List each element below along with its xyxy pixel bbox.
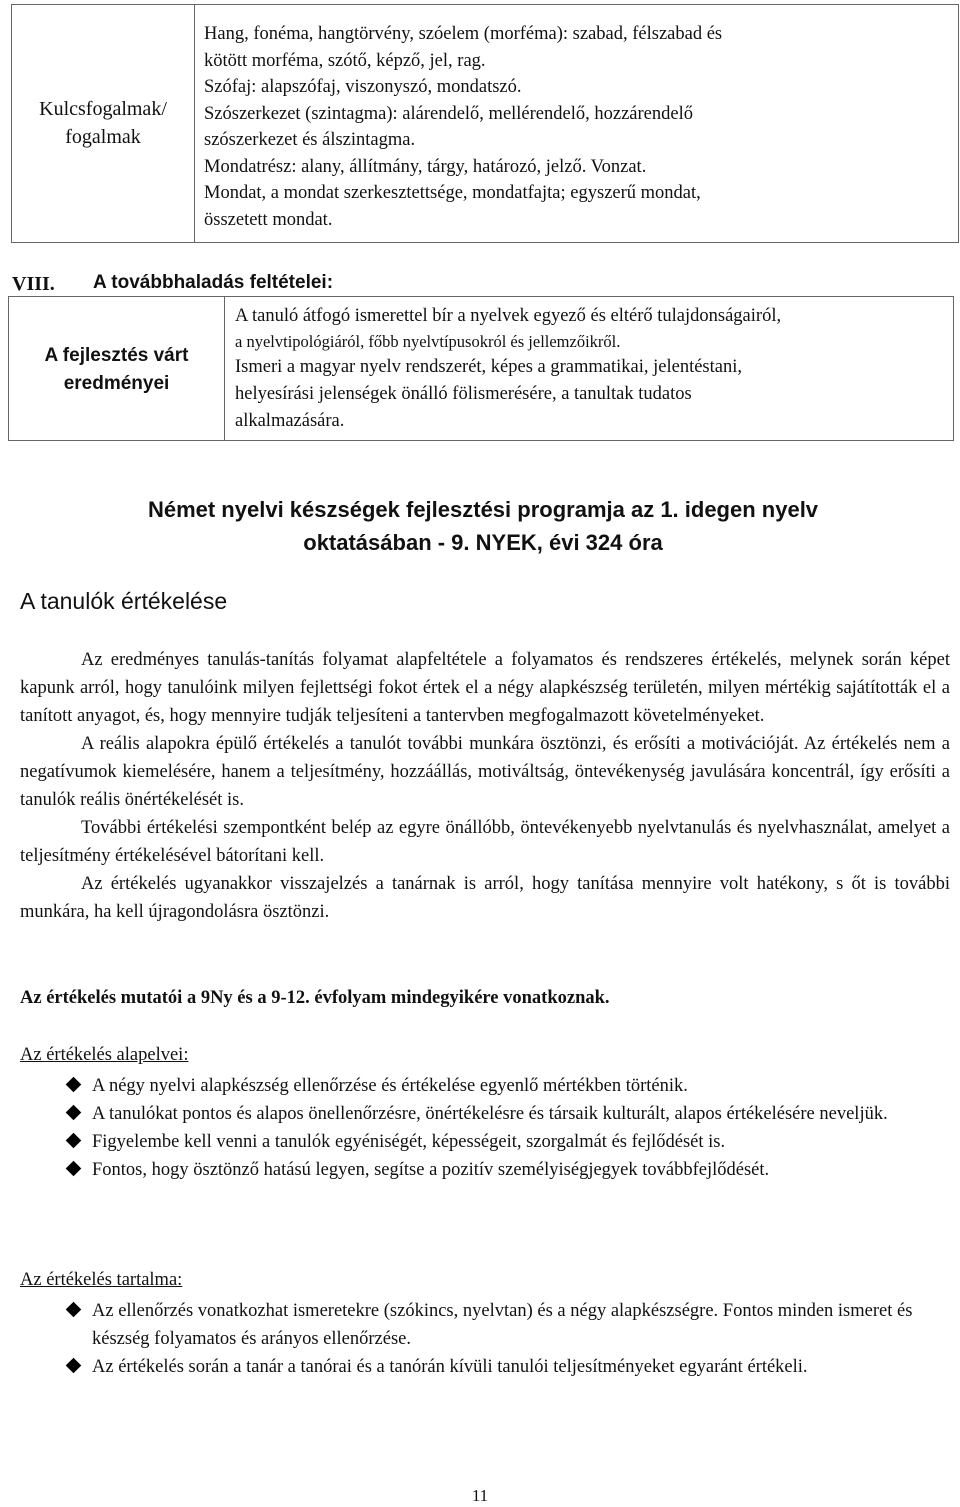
- section-number: VIII.: [12, 273, 55, 295]
- content-line: Mondat, a mondat szerkesztettsége, mondatfajta; egyszerű mondat,: [204, 183, 701, 203]
- content-line: Szófaj: alapszófaj, viszonyszó, mondatszó.: [204, 77, 522, 97]
- label-line: fogalmak: [65, 126, 141, 148]
- content-list: [20, 1297, 920, 1381]
- diamond-bullet-icon: [66, 1358, 82, 1374]
- diamond-bullet-icon: [66, 1133, 82, 1149]
- diamond-bullet-icon: [66, 1302, 82, 1318]
- table-divider: [224, 297, 225, 440]
- program-title-line: Német nyelvi készségek fejlesztési programja az 1. idegen nyelv: [147, 497, 819, 522]
- paragraph: További értékelési szempontként belép az egyre önállóbb, öntevékenyebb nyelvtanulás és nyelvhasználat, amelyet a teljesítmény értékelésével bátorítani kell.: [20, 818, 950, 866]
- content-line: Ismeri a magyar nyelv rendszerét, képes a grammatikai, jelentéstani,: [235, 357, 742, 377]
- list-item: [20, 1156, 920, 1184]
- content-line: helyesírási jelenségek önálló fölismerésére, a tanultak tudatos: [235, 384, 692, 404]
- page-number: 11: [471, 1486, 489, 1505]
- table-divider: [194, 5, 195, 242]
- content-line: a nyelvtipológiáról, főbb nyelvtípusokról és jellemzőikről.: [235, 332, 621, 351]
- label-line: eredményei: [63, 373, 170, 394]
- content-line: A tanuló átfogó ismerettel bír a nyelvek egyező és eltérő tulajdonságairól,: [235, 306, 782, 326]
- content-line: kötött morféma, szótő, képző, jel, rag.: [204, 50, 486, 71]
- label-line: A fejlesztés várt: [44, 345, 189, 366]
- paragraph: A reális alapokra épülő értékelés a tanulót további munkára ösztönzi, és erősíti a motivációját. Az értékelés nem a negatívumok kiemelésére, hanem a teljesítmény, hozzáállás, motiváltság, öntevékenység javulására koncentrál, így erősíti a tanulók reális önértékelését is.: [20, 734, 950, 810]
- list-item: [20, 1072, 920, 1100]
- key-concepts-table: [11, 4, 959, 243]
- principles-list: [20, 1072, 920, 1184]
- content-line: Hang, fonéma, hangtörvény, szóelem (morféma): szabad, félszabad és: [204, 24, 723, 44]
- diamond-bullet-icon: [66, 1161, 82, 1177]
- diamond-bullet-icon: [66, 1077, 82, 1093]
- list-item: [20, 1128, 920, 1156]
- evaluation-paragraphs: [20, 646, 950, 926]
- content-line: alkalmazására.: [235, 411, 345, 431]
- list-item-text: A tanulókat pontos és alapos önellenőrzésre, önértékelésre és társaik kulturált, alapos értékelésére neveljük.: [92, 1104, 888, 1124]
- label-line: Kulcsfogalmak/: [39, 98, 167, 120]
- outcomes-label: [9, 342, 224, 398]
- list-item-text: Fontos, hogy ösztönző hatású legyen, segítse a pozitív személyiségjegyek továbbfejlődését.: [92, 1160, 770, 1180]
- list-item: [20, 1100, 920, 1128]
- content-line: szószerkezet és álszintagma.: [204, 130, 416, 150]
- list-item: [20, 1353, 920, 1381]
- key-concepts-label: [12, 95, 194, 151]
- paragraph: Az értékelés ugyanakkor visszajelzés a tanárnak is arról, hogy tanítása mennyire volt hatékony, s őt is további munkára, ha kell újragondolásra ösztönzi.: [20, 874, 950, 922]
- program-title-line: oktatásában - 9. NYEK, évi 324 óra: [303, 530, 663, 555]
- key-concepts-content: [204, 21, 944, 233]
- content-title: Az értékelés tartalma:: [20, 1270, 183, 1290]
- paragraph: Az eredményes tanulás-tanítás folyamat alapfeltétele a folyamatos és rendszeres értékelés, melynek során képet kapunk arról, hogy tanulóink milyen fejlettségi fokot értek el a négy alapkészség területén, milyen mértékig sajátították el a tanított anyagot, és, hogy mennyire tudják teljesíteni a tantervben megfogalmazott követelményeket.: [20, 650, 950, 726]
- content-line: Szószerkezet (szintagma): alárendelő, mellérendelő, hozzárendelő: [204, 103, 693, 124]
- evaluation-title: A tanulók értékelése: [20, 588, 228, 614]
- list-item-text: Az értékelés során a tanár a tanórai és a tanórán kívüli tanulói teljesítményeket egyaránt értékeli.: [92, 1357, 808, 1377]
- list-item-text: Az ellenőrzés vonatkozhat ismeretekre (szókincs, nyelvtan) és a négy alapkészségre. Fontos minden ismeret és készség folyamatos és arányos ellenőrzése.: [92, 1301, 913, 1349]
- list-item: [20, 1297, 920, 1353]
- list-item-text: Figyelembe kell venni a tanulók egyéniségét, képességeit, szorgalmát és fejlődését is.: [92, 1132, 726, 1152]
- principles-title: Az értékelés alapelvei:: [20, 1045, 189, 1065]
- indicators-line: Az értékelés mutatói a 9Ny és a 9-12. évfolyam mindegyikére vonatkoznak.: [20, 988, 610, 1008]
- section-heading: A továbbhaladás feltételei:: [93, 272, 334, 293]
- diamond-bullet-icon: [66, 1105, 82, 1121]
- content-line: Mondatrész: alany, állítmány, tárgy, határozó, jelző. Vonzat.: [204, 156, 647, 177]
- outcomes-content: [235, 303, 951, 435]
- outcomes-table: [8, 296, 954, 441]
- content-line: összetett mondat.: [204, 209, 333, 230]
- list-item-text: A négy nyelvi alapkészség ellenőrzése és értékelése egyenlő mértékben történik.: [92, 1076, 688, 1096]
- program-title: [0, 493, 960, 559]
